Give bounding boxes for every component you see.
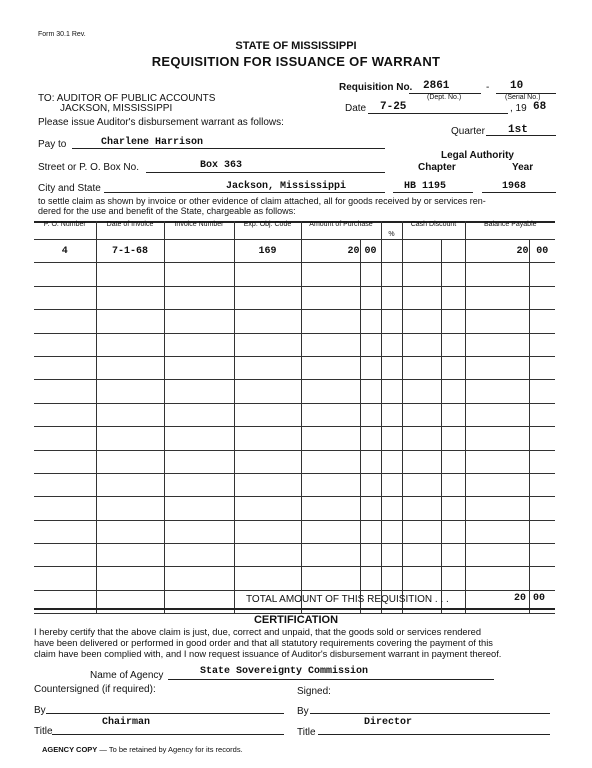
quarter-label: Quarter [451, 126, 485, 137]
certification-line-1: I hereby certify that the above claim is just, due, correct and unpaid, that the goods sold or services rendered [34, 627, 482, 637]
table-row [34, 403, 555, 426]
total-divider [465, 586, 466, 608]
date-year-value: 68 [533, 101, 547, 113]
state-heading: STATE OF MISSISSIPPI [235, 40, 357, 52]
table-header-row [34, 221, 555, 240]
amount-dollars-cell: 20 [301, 240, 360, 263]
table-bottom-rule [34, 608, 555, 610]
settle-text-line-2: dered for the use and benefit of the State, chargeable as follows: [38, 206, 296, 216]
invoice-number-cell [164, 240, 234, 263]
agency-value: State Sovereignty Commission [200, 666, 369, 677]
table-row [34, 380, 555, 403]
header-cash-discount: Cash Discount [402, 221, 465, 240]
date-label: Date [345, 103, 367, 114]
certification-line-2: have been delivered or performed in good order and that all statutory requirements covering the payment of this [34, 638, 493, 648]
pay-to-line [72, 148, 385, 149]
header-percent: % [381, 221, 402, 240]
exp-obj-code-cell: 169 [234, 240, 301, 263]
serial-no-value: 10 [510, 80, 524, 92]
header-date-of-invoice: Date of Invoice [96, 221, 164, 240]
form-number: Form 30.1 Rev. [38, 31, 86, 38]
chapter-line [393, 192, 473, 193]
table-row [34, 427, 555, 450]
total-cents: 00 [533, 593, 546, 604]
header-invoice-number: Invoice Number [164, 221, 234, 240]
street-value: Box 363 [200, 160, 243, 171]
agency-copy-label: AGENCY COPY [42, 745, 98, 754]
requisition-label: Requisition No. [339, 82, 413, 93]
dept-no-caption: (Dept. No.) [427, 94, 462, 101]
street-label: Street or P. O. Box No. [38, 162, 139, 173]
po-number-cell: 4 [34, 240, 96, 263]
pay-to-value: Charlene Harrison [101, 137, 204, 148]
city-value: Jackson, Mississippi [226, 181, 347, 192]
authority-year-line [482, 192, 556, 193]
balance-cents-cell: 00 [529, 240, 555, 263]
table-row [34, 497, 555, 520]
chapter-value: HB 1195 [404, 181, 447, 192]
quarter-value: 1st [508, 124, 528, 136]
city-line [104, 192, 385, 193]
table-row [34, 520, 555, 543]
total-cents-divider [529, 586, 530, 608]
header-exp-obj-code: Exp. Obj. Code [234, 221, 301, 240]
date-line [368, 113, 508, 114]
chapter-label: Chapter [418, 162, 456, 173]
serial-no-caption: (Serial No.) [505, 94, 541, 101]
right-title-label: Title [297, 727, 316, 738]
addressee-line-2: JACKSON, MISSISSIPPI [60, 103, 173, 114]
date-value: 7-25 [380, 101, 407, 113]
header-po-number: P. O. Number [34, 221, 96, 240]
table-row [34, 286, 555, 309]
table-row [34, 473, 555, 496]
left-by-line [46, 713, 284, 714]
year-label: Year [512, 162, 534, 173]
agency-copy-text: — To be retained by Agency for its records. [97, 745, 243, 754]
requisition-dash: - [486, 82, 490, 93]
table-row [34, 544, 555, 567]
total-label: TOTAL AMOUNT OF THIS REQUISITION . . . [246, 594, 449, 605]
date-year-prefix: , 19 [510, 103, 527, 114]
authority-year-value: 1968 [502, 181, 527, 192]
date-of-invoice-cell: 7-1-68 [96, 240, 164, 263]
countersigned-label: Countersigned (if required): [34, 684, 156, 695]
left-title-value: Chairman [102, 717, 151, 728]
header-amount-of-purchase: Amount of Purchase [301, 221, 381, 240]
left-title-label: Title [34, 726, 53, 737]
right-title-line [318, 734, 550, 735]
amount-cents-cell: 00 [360, 240, 381, 263]
itemized-table [34, 221, 555, 614]
pay-to-label: Pay to [38, 139, 67, 150]
city-label: City and State [38, 183, 101, 194]
form-title: REQUISITION FOR ISSUANCE OF WARRANT [151, 54, 441, 69]
settle-text-line-1: to settle claim as shown by invoice or other evidence of claim attached, all for goods received by or services ren- [38, 196, 486, 206]
dept-no-value: 2861 [423, 80, 450, 92]
table-row [34, 333, 555, 356]
right-by-line [310, 713, 550, 714]
table-row [34, 450, 555, 473]
table-row [34, 567, 555, 590]
table-row [34, 263, 555, 286]
balance-dollars-cell: 20 [465, 240, 529, 263]
table-row [34, 310, 555, 333]
agency-label: Name of Agency [90, 670, 164, 681]
certification-line-3: claim have been complied with, and I now request issuance of Auditor's disbursement warrant in payment thereof. [34, 649, 502, 659]
total-dollars: 20 [514, 593, 527, 604]
cash-dollars-cell [402, 240, 441, 263]
right-by-label: By [297, 706, 309, 717]
cash-cents-cell [441, 240, 465, 263]
addressee-line-1: TO: AUDITOR OF PUBLIC ACCOUNTS [38, 93, 216, 104]
table-row [34, 356, 555, 379]
header-balance-payable: Balance Payable [465, 221, 555, 240]
left-by-label: By [34, 705, 46, 716]
legal-authority-heading: Legal Authority [441, 150, 514, 161]
certification-heading: CERTIFICATION [253, 614, 339, 626]
table-row [34, 240, 555, 263]
street-line [146, 172, 385, 173]
agency-line [168, 679, 494, 680]
agency-copy-note [42, 745, 243, 754]
percent-cell [381, 240, 402, 263]
signed-label: Signed: [297, 686, 331, 697]
issue-instruction: Please issue Auditor's disbursement warrant as follows: [38, 117, 284, 128]
right-title-value: Director [364, 717, 413, 728]
left-title-line [52, 734, 284, 735]
